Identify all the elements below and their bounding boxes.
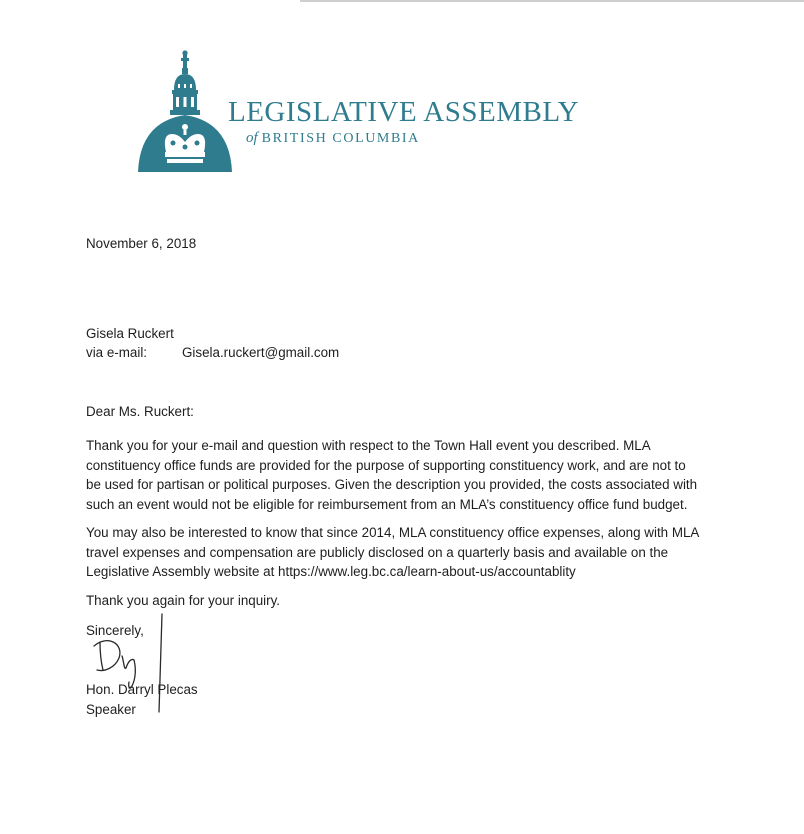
paragraph-line: be used for partisan or political purposes. Given the description you provided, the costs associated with (86, 477, 698, 492)
legislature-dome-logo (132, 48, 232, 176)
org-subtitle-text: BRITISH COLUMBIA (261, 131, 420, 146)
body-paragraph-2 (86, 523, 718, 582)
body-paragraph-1 (86, 436, 718, 514)
paragraph-line: Thank you for your e-mail and question with respect to the Town Hall event you described. MLA (86, 438, 651, 453)
letter-date: November 6, 2018 (86, 236, 197, 251)
org-subtitle (246, 130, 420, 147)
signer-title: Speaker (86, 702, 136, 717)
recipient-email: Gisela.ruckert@gmail.com (182, 345, 340, 360)
via-email-label: via e-mail: (86, 345, 148, 360)
org-name: LEGISLATIVE ASSEMBLY (228, 96, 580, 128)
scan-edge-line (300, 0, 804, 2)
paragraph-line: constituency office funds are provided for the purpose of supporting constituency work, and are not to (86, 457, 686, 473)
salutation: Dear Ms. Ruckert: (86, 404, 194, 419)
paragraph-line: Legislative Assembly website at https://www.leg.bc.ca/learn-about-us/accountablity (86, 564, 576, 579)
body-paragraph-3: Thank you again for your inquiry. (86, 593, 281, 608)
signer-name: Hon. Darryl Plecas (86, 682, 198, 697)
paragraph-line: travel expenses and compensation are publicly disclosed on a quarterly basis and available on the (86, 544, 669, 560)
paragraph-line: You may also be interested to know that since 2014, MLA constituency office expenses, along with MLA (86, 525, 700, 540)
closing: Sincerely, (86, 623, 144, 638)
recipient-name: Gisela Ruckert (86, 326, 174, 341)
org-subtitle-of: of (246, 130, 258, 146)
paragraph-line: such an event would not be eligible for reimbursement from an MLA’s constituency office fund budget. (86, 496, 688, 512)
